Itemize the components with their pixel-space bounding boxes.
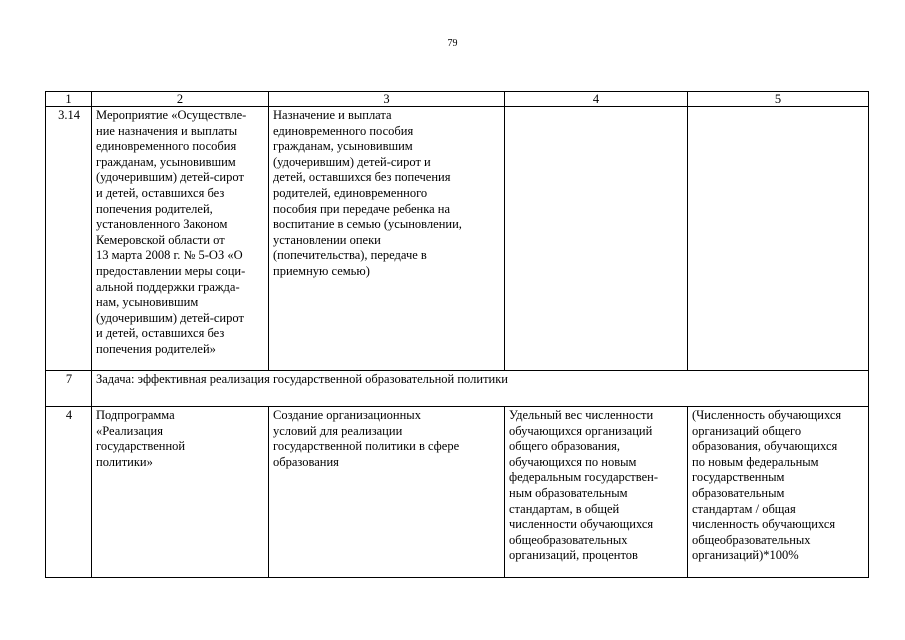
indicator-cell bbox=[505, 107, 688, 371]
table-row bbox=[46, 371, 869, 407]
row-number: 7 bbox=[46, 371, 92, 407]
indicator-cell: Удельный вес численности обучающихся организаций общего образования, обучающихся по новым федеральным государствен- ным образовательным стандартам, в общей численности обучающихся общеобразовательных организаций, процентов bbox=[505, 407, 688, 578]
row-number: 4 bbox=[46, 407, 92, 578]
measure-description-cell: Назначение и выплата единовременного пособия гражданам, усыновившим (удочерившим) детей-сирот и детей, оставшихся без попечения родителей, единовременного пособия при передаче ребенка на воспитание в семью (усыновлении, установлении опеки (попечительства), передаче в приемную семью) bbox=[269, 107, 505, 371]
table-row bbox=[46, 407, 869, 578]
measure-name-cell: Мероприятие «Осуществле- ние назначения и выплаты единовременного пособия гражданам, усыновившим (удочерившим) детей-сирот и детей, оставшихся без попечения родителей, установленного Законом Кемеровской области от 13 марта 2008 г. № 5-ОЗ «О предоставлении меры соци- альной поддержки гражда- нам, усыновившим (удочерившим) детей-сирот и детей, оставшихся без попечения родителей» bbox=[92, 107, 269, 371]
subprogram-description-cell: Создание организационных условий для реализации государственной политики в сфере образования bbox=[269, 407, 505, 578]
column-header: 4 bbox=[505, 92, 688, 107]
table-header-row bbox=[46, 92, 869, 107]
column-header: 2 bbox=[92, 92, 269, 107]
column-header: 5 bbox=[688, 92, 869, 107]
column-header: 1 bbox=[46, 92, 92, 107]
subprogram-name-cell: Подпрограмма «Реализация государственной политики» bbox=[92, 407, 269, 578]
program-table bbox=[45, 91, 869, 578]
table-row bbox=[46, 107, 869, 371]
row-number: 3.14 bbox=[46, 107, 92, 371]
formula-cell: (Численность обучающихся организаций общего образования, обучающихся по новым федеральным государственным образовательным стандартам / общая численность обучающихся общеобразовательных организаций)*100% bbox=[688, 407, 869, 578]
task-cell: Задача: эффективная реализация государственной образовательной политики bbox=[92, 371, 869, 407]
page-number: 79 bbox=[447, 38, 458, 49]
formula-cell bbox=[688, 107, 869, 371]
column-header: 3 bbox=[269, 92, 505, 107]
